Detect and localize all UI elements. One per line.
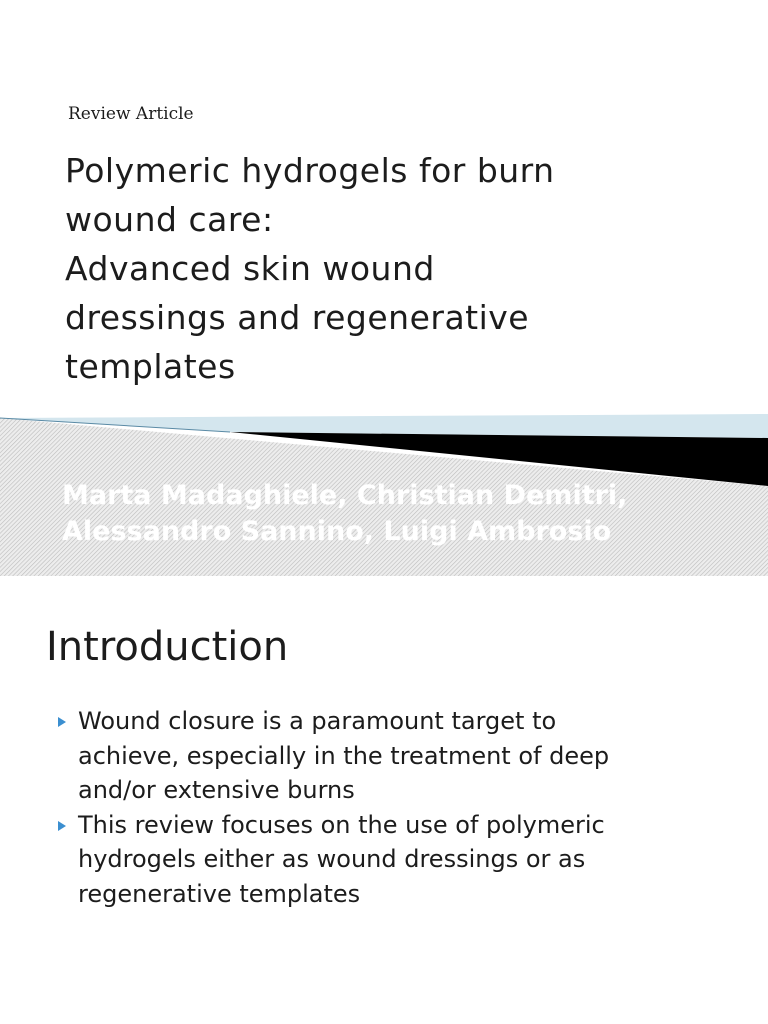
authors [62,478,752,550]
section-heading: Introduction [46,624,289,670]
title-line: wound care: [65,200,274,239]
bullet-text-line: Wound closure is a paramount target to [78,707,557,735]
article-type-label: Review Article [68,104,194,124]
title-line: Advanced skin wound [65,249,435,288]
triangle-bullet-icon [58,717,66,727]
bullet-text-line: This review focuses on the use of polymeric [78,810,605,839]
title-line: Polymeric hydrogels for burn [65,151,555,190]
authors-line: Marta Madaghiele, Christian Demitri, [62,480,628,511]
bullet-text-line: achieve, especially in the treatment of deep [78,741,610,770]
bullet-text-line: hydrogels either as wound dressings or as [78,845,586,873]
list-item [56,808,746,912]
authors-line: Alessandro Sannino, Luigi Ambrosio [62,516,612,547]
title-line: templates [65,347,236,386]
slide-title [65,146,745,391]
bullet-list [56,704,746,911]
bullet-text-line: regenerative templates [78,879,361,908]
title-line: dressings and regenerative [65,298,530,337]
bullet-text-line: and/or extensive burns [78,776,355,804]
triangle-bullet-icon [58,821,66,831]
list-item [56,704,746,808]
introduction-slide [0,576,768,1024]
